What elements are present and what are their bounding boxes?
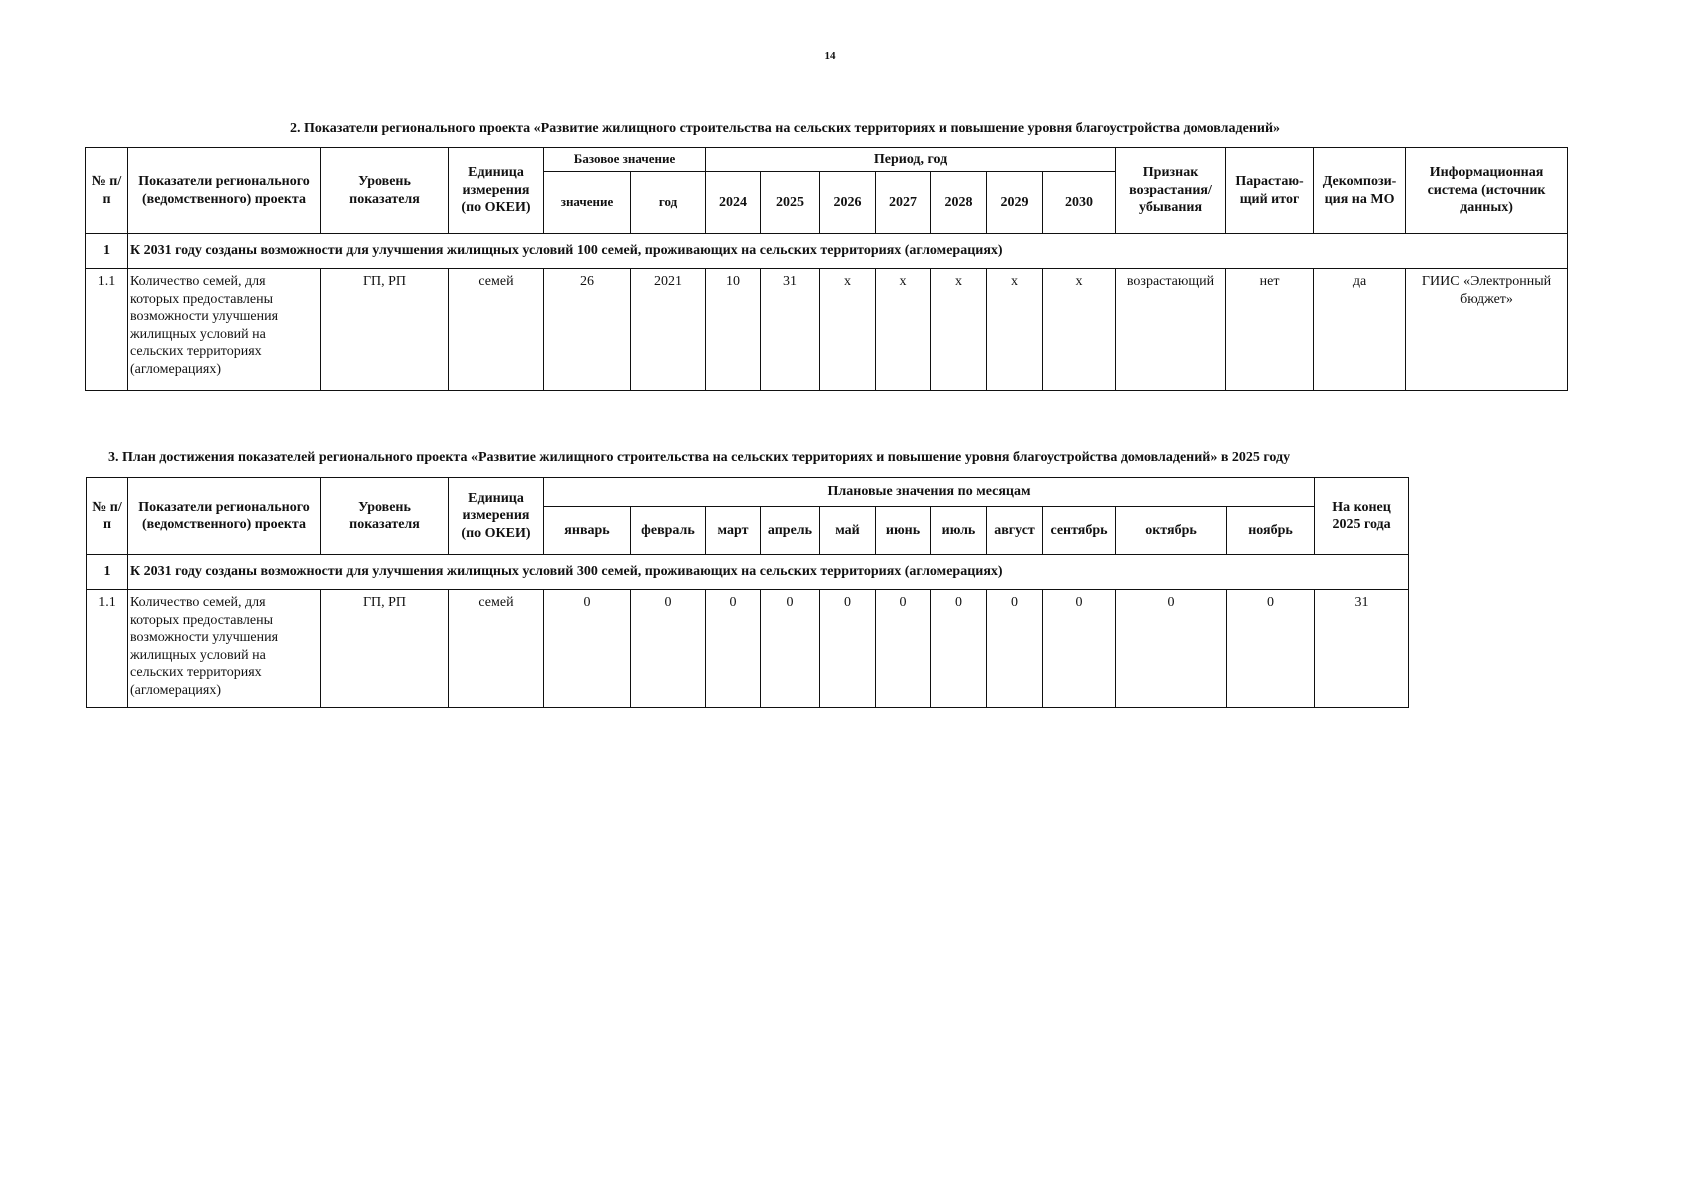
row-month-value: 0: [1116, 590, 1227, 708]
header-decomposition: Декомпози-ция на МО: [1314, 148, 1406, 234]
row-unit: семей: [449, 269, 544, 391]
header-cumulative: Парастаю-щий итог: [1226, 148, 1314, 234]
row-unit: семей: [449, 590, 544, 708]
row-month-value: 0: [761, 590, 820, 708]
row-year-value: х: [987, 269, 1043, 391]
header-year: 2025: [761, 172, 820, 234]
row-end-value: 31: [1315, 590, 1409, 708]
row-base-year: 2021: [631, 269, 706, 391]
row-info-system: ГИИС «Электронный бюджет»: [1406, 269, 1568, 391]
row-indicator: Количество семей, для которых предоставлены возможности улучшения жилищных условий на сельских территориях (агломерациях): [128, 269, 321, 391]
header-month: август: [987, 507, 1043, 555]
header-year: 2026: [820, 172, 876, 234]
row-month-value: 0: [1043, 590, 1116, 708]
header-planned: Плановые значения по месяцам: [544, 478, 1315, 507]
header-year: 2028: [931, 172, 987, 234]
section-2-title: 2. Показатели регионального проекта «Развитие жилищного строительства на сельских территориях и повышение уровня благоустройства домовладений»: [290, 121, 1281, 136]
header-level: Уровень показателя: [321, 148, 449, 234]
row-decomposition: да: [1314, 269, 1406, 391]
row-month-value: 0: [931, 590, 987, 708]
header-month: апрель: [761, 507, 820, 555]
header-base-value: значение: [544, 172, 631, 234]
header-end: На конец 2025 года: [1315, 478, 1409, 555]
header-unit: Единица измерения (по ОКЕИ): [449, 148, 544, 234]
row-cumulative: нет: [1226, 269, 1314, 391]
row-month-value: 0: [706, 590, 761, 708]
header-num: № п/п: [86, 148, 128, 234]
indicators-table: [85, 147, 1568, 391]
header-base-year: год: [631, 172, 706, 234]
header-num: № п/п: [87, 478, 128, 555]
row-base-value: 26: [544, 269, 631, 391]
row-month-value: 0: [1227, 590, 1315, 708]
header-level: Уровень показателя: [321, 478, 449, 555]
goal-text: К 2031 году созданы возможности для улучшения жилищных условий 300 семей, проживающих на сельских территориях (агломерациях): [128, 555, 1409, 590]
row-indicator: Количество семей, для которых предоставлены возможности улучшения жилищных условий на сельских территориях (агломерациях): [128, 590, 321, 708]
header-year: 2027: [876, 172, 931, 234]
header-year: 2024: [706, 172, 761, 234]
row-level: ГП, РП: [321, 269, 449, 391]
plan-table: [86, 477, 1409, 708]
header-month: октябрь: [1116, 507, 1227, 555]
goal-text: К 2031 году созданы возможности для улучшения жилищных условий 100 семей, проживающих на сельских территориях (агломерациях): [128, 234, 1568, 269]
page-number: 14: [824, 50, 836, 62]
header-month: сентябрь: [1043, 507, 1116, 555]
header-month: июнь: [876, 507, 931, 555]
header-unit: Единица измерения (по ОКЕИ): [449, 478, 544, 555]
row-sign: возрастающий: [1116, 269, 1226, 391]
row-year-value: х: [1043, 269, 1116, 391]
header-month: февраль: [631, 507, 706, 555]
row-year-value: 10: [706, 269, 761, 391]
header-indicator: Показатели регионального (ведомственного) проекта: [128, 148, 321, 234]
header-year: 2029: [987, 172, 1043, 234]
row-month-value: 0: [876, 590, 931, 708]
row-month-value: 0: [820, 590, 876, 708]
header-base: Базовое значение: [544, 148, 706, 172]
row-year-value: 31: [761, 269, 820, 391]
row-num: 1.1: [87, 590, 128, 708]
header-month: ноябрь: [1227, 507, 1315, 555]
row-month-value: 0: [987, 590, 1043, 708]
header-month: май: [820, 507, 876, 555]
goal-num: 1: [86, 234, 128, 269]
header-info-system: Информационная система (источник данных): [1406, 148, 1568, 234]
row-month-value: 0: [631, 590, 706, 708]
row-year-value: х: [876, 269, 931, 391]
section-3-title: 3. План достижения показателей регионального проекта «Развитие жилищного строительства на сельских территориях и повышение уровня благоустройства домовладений» в 2025 году: [108, 450, 1291, 465]
header-month: июль: [931, 507, 987, 555]
row-level: ГП, РП: [321, 590, 449, 708]
row-year-value: х: [820, 269, 876, 391]
header-month: март: [706, 507, 761, 555]
header-indicator: Показатели регионального (ведомственного) проекта: [128, 478, 321, 555]
header-month: январь: [544, 507, 631, 555]
row-num: 1.1: [86, 269, 128, 391]
header-period: Период, год: [706, 148, 1116, 172]
row-year-value: х: [931, 269, 987, 391]
goal-num: 1: [87, 555, 128, 590]
row-month-value: 0: [544, 590, 631, 708]
header-sign: Признак возрастания/ убывания: [1116, 148, 1226, 234]
header-year: 2030: [1043, 172, 1116, 234]
